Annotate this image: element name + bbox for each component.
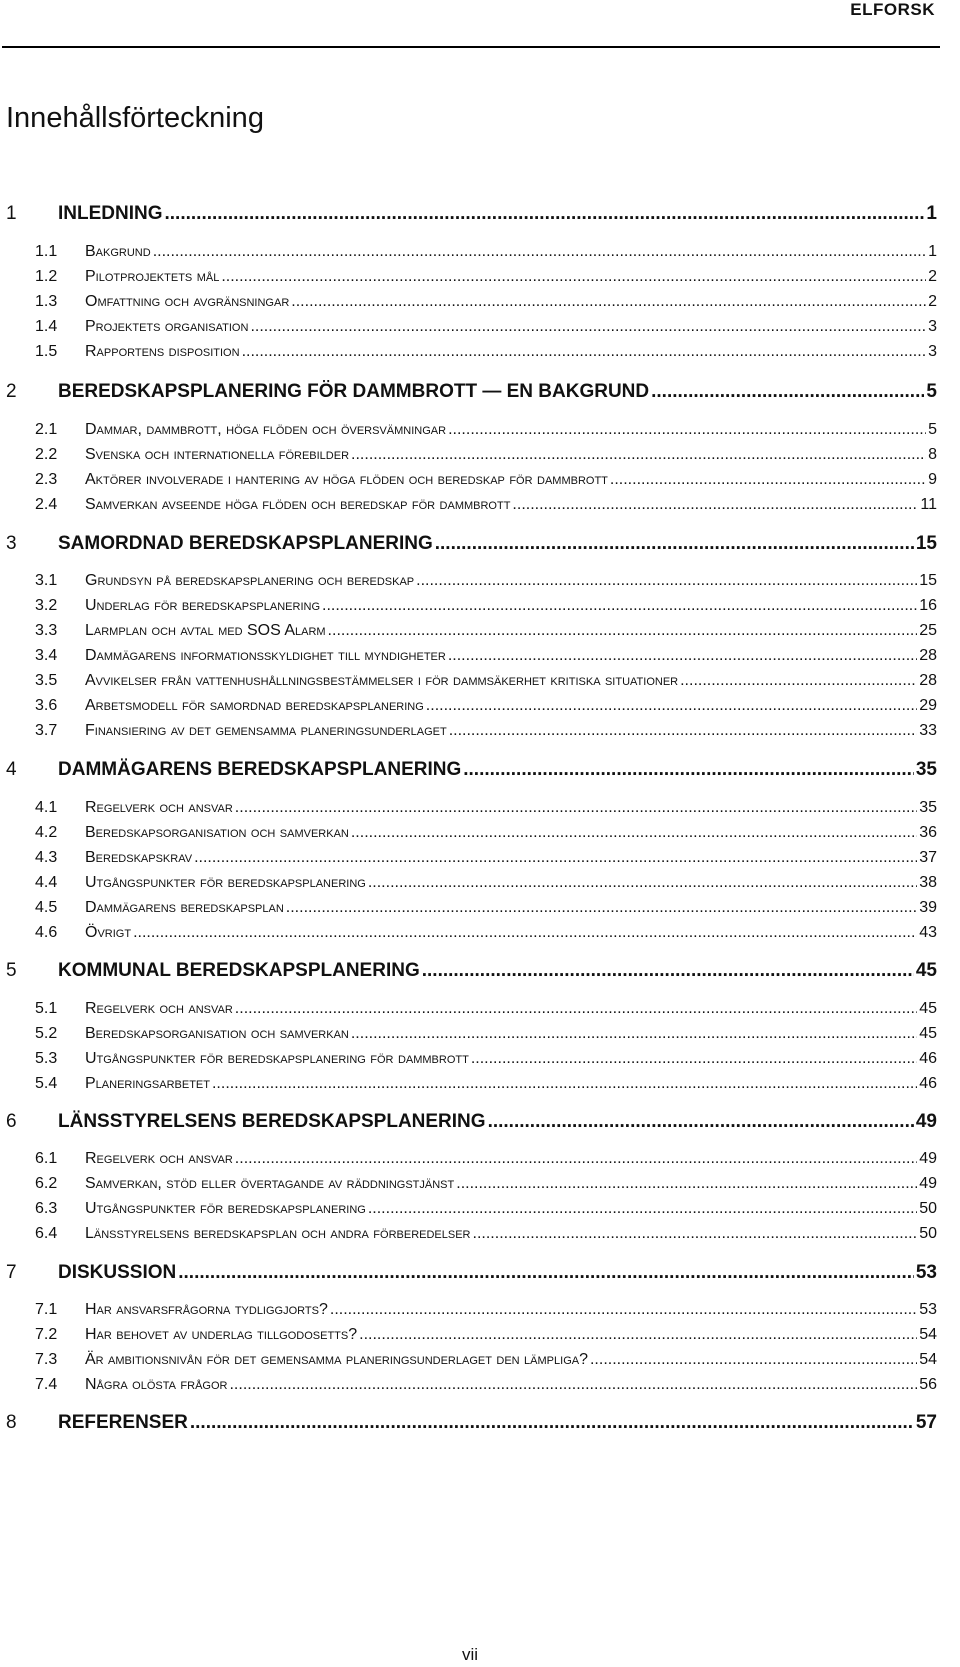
toc-title: Regelverk och ansvar <box>85 1000 233 1017</box>
toc-title: Beredskapsorganisation och samverkan <box>85 824 349 841</box>
toc-title: Övrigt <box>85 924 132 941</box>
toc-number: 1 <box>6 203 17 224</box>
toc-leader-dots <box>235 799 917 817</box>
toc-number: 7.2 <box>35 1326 58 1343</box>
toc-section-row[interactable] <box>35 446 937 464</box>
toc-leader-dots <box>235 1150 917 1168</box>
toc-leader-dots <box>330 1301 917 1319</box>
toc-leader-dots <box>328 622 918 640</box>
toc-number: 1.4 <box>35 318 58 335</box>
toc-leader-dots <box>368 874 917 892</box>
toc-leader-dots <box>194 849 917 867</box>
toc-leader-dots <box>229 1376 917 1394</box>
toc-leader-dots <box>422 960 914 982</box>
toc-page-number: 54 <box>919 1351 937 1368</box>
toc-leader-dots <box>286 899 917 917</box>
toc-page-number: 35 <box>919 799 937 816</box>
toc-number: 2.3 <box>35 471 58 488</box>
toc-title: INLEDNING <box>58 203 163 224</box>
toc-number: 7.3 <box>35 1351 58 1368</box>
toc-title: REFERENSER <box>58 1412 188 1433</box>
toc-page-number: 50 <box>919 1225 937 1242</box>
toc-page-number: 36 <box>919 824 937 841</box>
toc-section-row[interactable] <box>35 1050 937 1068</box>
toc-leader-dots <box>359 1326 917 1344</box>
toc-leader-dots <box>448 647 917 665</box>
toc-page-number: 9 <box>928 471 937 488</box>
toc-leader-dots <box>512 496 918 514</box>
toc-title: Svenska och internationella förebilder <box>85 446 350 463</box>
toc-section-row[interactable] <box>35 1326 937 1344</box>
toc-page-number: 45 <box>919 1025 937 1042</box>
toc-number: 3 <box>6 533 17 554</box>
toc-section-row[interactable] <box>35 924 937 942</box>
toc-page-number: 43 <box>919 924 937 941</box>
toc-section-row[interactable] <box>35 1150 937 1168</box>
toc-section-row[interactable] <box>35 799 937 817</box>
toc-title: SAMORDNAD BEREDSKAPSPLANERING <box>58 533 433 554</box>
toc-number: 5.4 <box>35 1075 58 1092</box>
toc-section-row[interactable] <box>35 622 937 640</box>
toc-page-number: 15 <box>915 533 937 554</box>
toc-leader-dots <box>456 1175 917 1193</box>
toc-leader-dots <box>449 722 918 740</box>
toc-title: Dammägarens beredskapsplan <box>85 899 284 916</box>
toc-leader-dots <box>471 1050 917 1068</box>
toc-title: Avvikelser från vattenhushållningsbestämmelser i för dammsäkerhet kritiska situationer <box>85 672 679 689</box>
toc-page-number: 54 <box>919 1326 937 1343</box>
toc-page-number: 25 <box>919 622 937 639</box>
toc-section-row[interactable] <box>35 1351 937 1369</box>
toc-leader-dots <box>463 759 914 781</box>
toc-number: 3.4 <box>35 647 58 664</box>
toc-page-number: 37 <box>919 849 937 866</box>
toc-number: 7 <box>6 1262 17 1283</box>
toc-number: 6.4 <box>35 1225 58 1242</box>
toc-title: Regelverk och ansvar <box>85 799 233 816</box>
toc-title: Rapportens disposition <box>85 343 240 360</box>
toc-title: Regelverk och ansvar <box>85 1150 233 1167</box>
toc-section-row[interactable] <box>35 874 937 892</box>
toc-page-number: 15 <box>919 572 937 589</box>
toc-title: Larmplan och avtal med SOS Alarm <box>85 622 326 639</box>
toc-title: Beredskapsorganisation och samverkan <box>85 1025 349 1042</box>
toc-section-row[interactable] <box>35 343 937 361</box>
toc-number: 1.5 <box>35 343 58 360</box>
toc-section-row[interactable] <box>35 672 937 690</box>
header-rule <box>2 46 940 48</box>
toc-page-number: 56 <box>919 1376 937 1393</box>
toc-section-row[interactable] <box>35 1376 937 1394</box>
toc-title: Har ansvarsfrågorna tydliggjorts? <box>85 1301 328 1318</box>
toc-section-row[interactable] <box>35 647 937 665</box>
toc-leader-dots <box>242 343 927 361</box>
toc-page-number: 11 <box>920 496 937 513</box>
toc-page-number: 53 <box>915 1262 937 1283</box>
toc-number: 6.2 <box>35 1175 58 1192</box>
toc-number: 5.2 <box>35 1025 58 1042</box>
toc-title: Finansiering av det gemensamma planeringsunderlaget <box>85 722 447 739</box>
toc-leader-dots <box>435 533 914 555</box>
toc-title: Omfattning och avgränsningar <box>85 293 290 310</box>
toc-leader-dots <box>165 203 925 225</box>
toc-title: Arbetsmodell för samordnad beredskapsplanering <box>85 697 424 714</box>
toc-page-number: 3 <box>928 343 937 360</box>
toc-number: 6.1 <box>35 1150 58 1167</box>
toc-chapter-row[interactable] <box>6 960 937 982</box>
toc-leader-dots <box>133 924 917 942</box>
toc-page-number: 29 <box>919 697 937 714</box>
toc-section-row[interactable] <box>35 496 937 514</box>
toc-number: 2.2 <box>35 446 58 463</box>
toc-number: 1.3 <box>35 293 58 310</box>
toc-number: 2 <box>6 381 17 402</box>
toc-leader-dots <box>351 1025 917 1043</box>
toc-section-row[interactable] <box>35 824 937 842</box>
toc-title: Utgångspunkter för beredskapsplanering <box>85 1200 366 1217</box>
toc-leader-dots <box>488 1111 914 1133</box>
toc-page-number: 8 <box>928 446 937 463</box>
toc-leader-dots <box>351 824 917 842</box>
toc-number: 3.6 <box>35 697 58 714</box>
toc-page-number: 53 <box>919 1301 937 1318</box>
toc-number: 4.6 <box>35 924 58 941</box>
toc-number: 4.5 <box>35 899 58 916</box>
toc-title: Är ambitionsnivån för det gemensamma planeringsunderlaget den lämpliga? <box>85 1351 588 1368</box>
toc-title: Dammar, dammbrott, höga flöden och översvämningar <box>85 421 447 438</box>
toc-page-number: 38 <box>919 874 937 891</box>
header-brand: ELFORSK <box>850 0 935 19</box>
toc-title: Utgångspunkter för beredskapsplanering för dammbrott <box>85 1050 469 1067</box>
toc-leader-dots <box>473 1225 918 1243</box>
toc-section-row[interactable] <box>35 849 937 867</box>
toc-page-number: 28 <box>919 647 937 664</box>
toc-page-number: 16 <box>919 597 937 614</box>
toc-page-number: 5 <box>928 421 937 438</box>
toc-section-row[interactable] <box>35 572 937 590</box>
toc-number: 3.3 <box>35 622 58 639</box>
toc-section-row[interactable] <box>35 1200 937 1218</box>
toc-chapter-row[interactable] <box>6 759 937 781</box>
toc-leader-dots <box>368 1200 917 1218</box>
toc-page-number: 49 <box>919 1175 937 1192</box>
toc-page-number: 49 <box>919 1150 937 1167</box>
toc-section-row[interactable] <box>35 1025 937 1043</box>
toc-section-row[interactable] <box>35 1000 937 1018</box>
toc-page-number: 3 <box>928 318 937 335</box>
toc-number: 4.3 <box>35 849 58 866</box>
page-title: Innehållsförteckning <box>6 102 264 134</box>
toc-title: Samverkan avseende höga flöden och beredskap för dammbrott <box>85 496 511 513</box>
toc-number: 5 <box>6 960 17 981</box>
toc-title: Underlag för beredskapsplanering <box>85 597 320 614</box>
toc-leader-dots <box>426 697 917 715</box>
toc-title: LÄNSSTYRELSENS BEREDSKAPSPLANERING <box>58 1111 486 1132</box>
toc-number: 6.3 <box>35 1200 58 1217</box>
toc-number: 4 <box>6 759 17 780</box>
toc-number: 6 <box>6 1111 17 1132</box>
toc-page-number: 45 <box>915 960 937 981</box>
toc-title: Har behovet av underlag tillgodosetts? <box>85 1326 358 1343</box>
toc-leader-dots <box>291 293 926 311</box>
toc-leader-dots <box>651 381 924 403</box>
toc-page-number: 33 <box>919 722 937 739</box>
toc-leader-dots <box>178 1262 914 1284</box>
toc-number: 2.1 <box>35 421 58 438</box>
toc-number: 8 <box>6 1412 17 1433</box>
toc-page-number: 45 <box>919 1000 937 1017</box>
toc-title: Aktörer involverade i hantering av höga flöden och beredskap för dammbrott <box>85 471 608 488</box>
toc-chapter-row[interactable] <box>6 381 937 403</box>
toc-leader-dots <box>190 1412 914 1434</box>
toc-chapter-row[interactable] <box>6 1412 937 1434</box>
toc-chapter-row[interactable] <box>6 1111 937 1133</box>
toc-leader-dots <box>610 471 926 489</box>
toc-page-number: 5 <box>926 381 937 402</box>
toc-section-row[interactable] <box>35 1301 937 1319</box>
toc-page-number: 2 <box>928 268 937 285</box>
toc-leader-dots <box>590 1351 917 1369</box>
toc-leader-dots <box>351 446 926 464</box>
toc-section-row[interactable] <box>35 318 937 336</box>
toc-page-number: 35 <box>915 759 937 780</box>
toc-title: Samverkan, stöd eller övertagande av räddningstjänst <box>85 1175 455 1192</box>
toc-title: KOMMUNAL BEREDSKAPSPLANERING <box>58 960 420 981</box>
toc-page-number: 28 <box>919 672 937 689</box>
toc-leader-dots <box>322 597 917 615</box>
page-number: vii <box>461 1645 479 1664</box>
toc-section-row[interactable] <box>35 1175 937 1193</box>
toc-page-number: 39 <box>919 899 937 916</box>
toc-title: DAMMÄGARENS BEREDSKAPSPLANERING <box>58 759 462 780</box>
toc-section-row[interactable] <box>35 243 937 261</box>
toc-number: 5.1 <box>35 1000 58 1017</box>
toc-number: 1.1 <box>35 243 58 260</box>
toc-title: Pilotprojektets mål <box>85 268 220 285</box>
toc-leader-dots <box>221 268 926 286</box>
toc-chapter-row[interactable] <box>6 203 937 225</box>
toc-section-row[interactable] <box>35 268 937 286</box>
toc-title: Utgångspunkter för beredskapsplanering <box>85 874 366 891</box>
toc-section-row[interactable] <box>35 899 937 917</box>
toc-number: 7.4 <box>35 1376 58 1393</box>
toc-leader-dots <box>680 672 917 690</box>
toc-section-row[interactable] <box>35 1225 937 1243</box>
toc-title: Planeringsarbetet <box>85 1075 210 1092</box>
toc-title: Beredskapskrav <box>85 849 193 866</box>
toc-section-row[interactable] <box>35 722 937 740</box>
toc-section-row[interactable] <box>35 697 937 715</box>
toc-page-number: 49 <box>915 1111 937 1132</box>
toc-number: 4.1 <box>35 799 58 816</box>
toc-title: Dammägarens informationsskyldighet till myndigheter <box>85 647 446 664</box>
toc-section-row[interactable] <box>35 597 937 615</box>
toc-number: 7.1 <box>35 1301 58 1318</box>
toc-number: 3.1 <box>35 572 58 589</box>
toc-section-row[interactable] <box>35 293 937 311</box>
toc-title: Grundsyn på beredskapsplanering och beredskap <box>85 572 415 589</box>
toc-chapter-row[interactable] <box>6 1262 937 1284</box>
toc-page-number: 46 <box>919 1075 937 1092</box>
toc-section-row[interactable] <box>35 421 937 439</box>
toc-page-number: 1 <box>926 203 937 224</box>
toc-number: 4.2 <box>35 824 58 841</box>
toc-number: 4.4 <box>35 874 58 891</box>
toc-chapter-row[interactable] <box>6 533 937 555</box>
toc-section-row[interactable] <box>35 471 937 489</box>
toc-number: 3.5 <box>35 672 58 689</box>
toc-leader-dots <box>235 1000 917 1018</box>
toc-leader-dots <box>448 421 926 439</box>
toc-leader-dots <box>212 1075 917 1093</box>
toc-title: Projektets organisation <box>85 318 249 335</box>
toc-number: 3.2 <box>35 597 58 614</box>
toc-page-number: 57 <box>915 1412 937 1433</box>
toc-leader-dots <box>250 318 926 336</box>
toc-page-number: 1 <box>928 243 937 260</box>
toc-page-number: 46 <box>919 1050 937 1067</box>
toc-title: Bakgrund <box>85 243 151 260</box>
toc-title: DISKUSSION <box>58 1262 177 1283</box>
toc-number: 1.2 <box>35 268 58 285</box>
toc-leader-dots <box>153 243 926 261</box>
toc-page-number: 50 <box>919 1200 937 1217</box>
toc-number: 5.3 <box>35 1050 58 1067</box>
toc-title: Några olösta frågor <box>85 1376 228 1393</box>
toc-page-number: 2 <box>928 293 937 310</box>
toc-title: BEREDSKAPSPLANERING FÖR DAMMBROTT — EN BAKGRUND <box>58 381 650 402</box>
toc-title: Länsstyrelsens beredskapsplan och andra förberedelser <box>85 1225 471 1242</box>
toc-number: 3.7 <box>35 722 58 739</box>
toc-number: 2.4 <box>35 496 58 513</box>
toc-leader-dots <box>416 572 917 590</box>
toc-section-row[interactable] <box>35 1075 937 1093</box>
